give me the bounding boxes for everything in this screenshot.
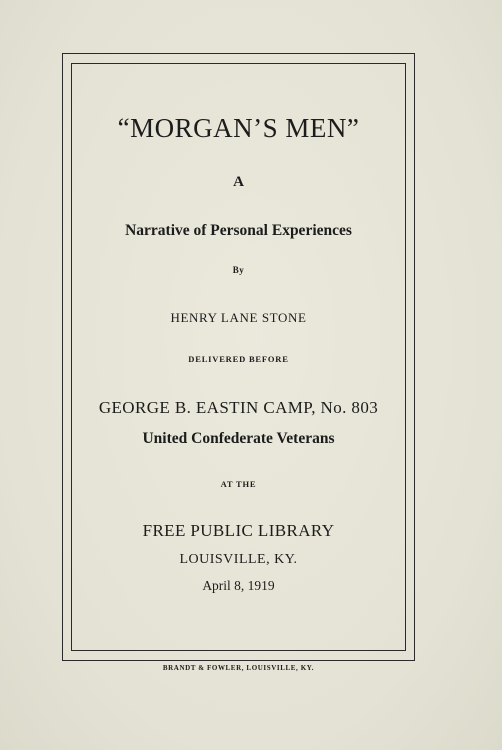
book-subtitle: Narrative of Personal Experiences xyxy=(125,222,352,239)
venue-name: FREE PUBLIC LIBRARY xyxy=(142,521,335,540)
article-a: A xyxy=(233,174,244,190)
book-title: “MORGAN’S MEN” xyxy=(117,113,360,143)
venue-city: LOUISVILLE, KY. xyxy=(179,552,298,567)
author-name: HENRY LANE STONE xyxy=(170,310,307,325)
delivered-before-label: DELIVERED BEFORE xyxy=(188,354,289,364)
by-label: By xyxy=(232,265,245,275)
organization-name: United Confederate Veterans xyxy=(142,430,335,447)
printer-imprint: BRANDT & FOWLER, LOUISVILLE, KY. xyxy=(162,664,315,672)
camp-name: GEORGE B. EASTIN CAMP, No. 803 xyxy=(98,398,379,417)
at-the-label: AT THE xyxy=(220,479,257,489)
event-date: April 8, 1919 xyxy=(202,578,275,593)
